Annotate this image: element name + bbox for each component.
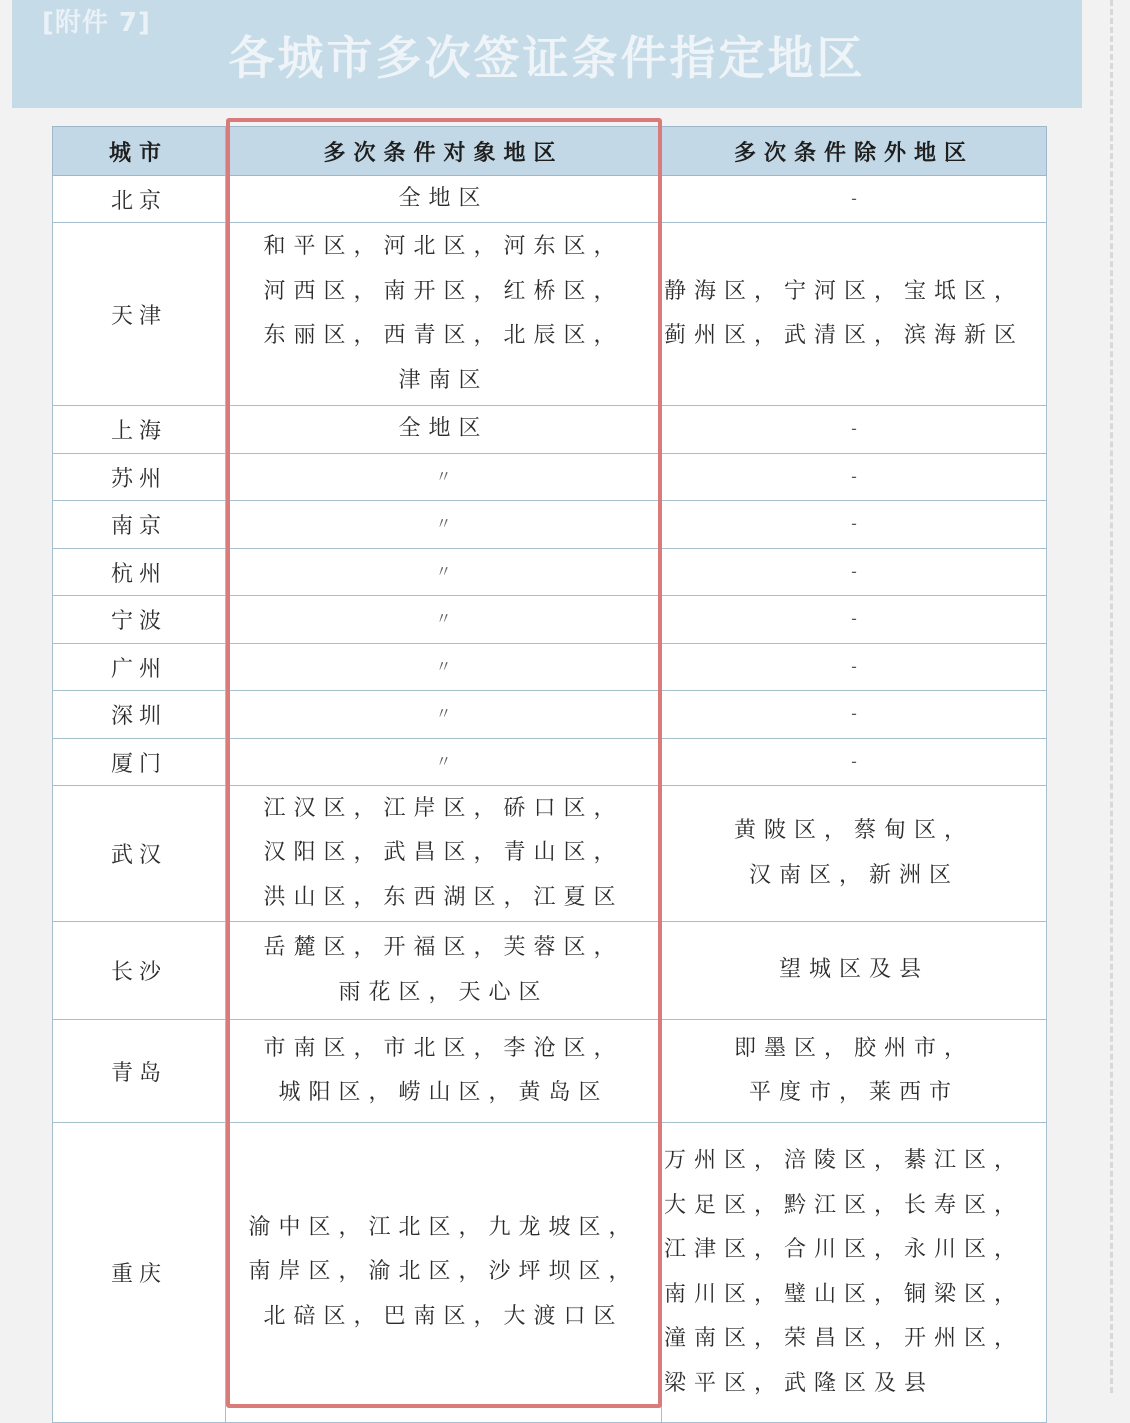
eligible-area-line: 〃 xyxy=(435,704,452,724)
excluded-area-line: - xyxy=(851,704,857,724)
eligible-area-line: 〃 xyxy=(435,656,452,676)
document-title: 各城市多次签证条件指定地区 xyxy=(228,31,866,85)
eligible-area-line: 雨花区，天心区 xyxy=(338,979,549,1005)
eligible-areas-cell xyxy=(226,739,662,786)
excluded-area-line: - xyxy=(851,419,857,439)
city-cell: 杭州 xyxy=(53,549,226,596)
eligible-area-line: 津南区 xyxy=(398,367,489,393)
table-row xyxy=(53,223,1047,406)
excluded-area-line: 南川区，璧山区，铜梁区， xyxy=(664,1281,1025,1307)
table-row xyxy=(53,549,1047,596)
excluded-area-line: 即墨区，胶州市， xyxy=(733,1035,974,1061)
excluded-area-line: 大足区，黔江区，长寿区， xyxy=(664,1192,1025,1218)
table-row xyxy=(53,1020,1047,1123)
excluded-area-line: - xyxy=(851,561,857,581)
eligible-areas-cell xyxy=(226,1020,662,1123)
eligible-areas-cell xyxy=(226,1123,662,1423)
table-body xyxy=(53,176,1047,1423)
eligible-area-line: 〃 xyxy=(435,751,452,771)
table-row xyxy=(53,501,1047,549)
table-row xyxy=(53,596,1047,644)
city-cell: 深圳 xyxy=(53,691,226,739)
excluded-area-line: 梁平区，武隆区及县 xyxy=(664,1370,935,1396)
city-cell: 青岛 xyxy=(53,1020,226,1123)
eligible-area-line: 〃 xyxy=(435,561,452,581)
eligible-area-line: 江汉区，江岸区，硚口区， xyxy=(263,795,624,821)
eligible-area-line: 全地区 xyxy=(398,185,489,211)
eligible-area-line: 〃 xyxy=(435,466,452,486)
excluded-area-line: 江津区，合川区，永川区， xyxy=(664,1237,1025,1262)
eligible-areas-cell xyxy=(226,644,662,691)
eligible-area-line: 岳麓区，开福区，芙蓉区， xyxy=(263,935,624,960)
excluded-area-line: - xyxy=(851,188,857,208)
eligible-area-line: 市南区，市北区，李沧区， xyxy=(263,1035,624,1061)
excluded-area-line: 平度市，莱西市 xyxy=(748,1080,959,1105)
excluded-area-line: 黄陂区，蔡甸区， xyxy=(733,818,974,843)
eligible-areas-cell xyxy=(226,501,662,549)
eligible-area-line: 汉阳区，武昌区，青山区， xyxy=(263,840,624,866)
city-cell: 重庆 xyxy=(53,1123,226,1423)
excluded-areas-cell xyxy=(662,454,1047,501)
column-header-eligible-areas: 多次条件对象地区 xyxy=(226,127,662,176)
excluded-area-line: - xyxy=(851,656,857,676)
column-header-city: 城市 xyxy=(53,127,226,176)
table-row xyxy=(53,454,1047,501)
annex-label: [附件 7] xyxy=(42,8,151,38)
city-cell: 宁波 xyxy=(53,596,226,644)
city-cell: 厦门 xyxy=(53,739,226,786)
table-row xyxy=(53,644,1047,691)
excluded-area-line: - xyxy=(851,466,857,486)
excluded-area-line: 万州区，涪陵区，綦江区， xyxy=(664,1148,1025,1173)
excluded-areas-cell xyxy=(662,644,1047,691)
eligible-areas-cell xyxy=(226,596,662,644)
city-cell: 上海 xyxy=(53,406,226,454)
eligible-area-line: 城阳区，崂山区，黄岛区 xyxy=(278,1080,609,1105)
excluded-areas-cell xyxy=(662,596,1047,644)
eligible-area-line: 北碚区，巴南区，大渡口区 xyxy=(263,1303,624,1329)
city-cell: 广州 xyxy=(53,644,226,691)
city-cell: 北京 xyxy=(53,176,226,223)
city-cell: 武汉 xyxy=(53,786,226,922)
column-header-excluded-areas: 多次条件除外地区 xyxy=(662,127,1047,176)
excluded-areas-cell xyxy=(662,501,1047,549)
eligible-areas-cell xyxy=(226,454,662,501)
table-header-row xyxy=(53,127,1047,176)
eligible-area-line: 南岸区，渝北区，沙坪坝区， xyxy=(248,1259,639,1285)
excluded-area-line: - xyxy=(851,609,857,629)
eligible-areas-cell xyxy=(226,786,662,922)
table-row xyxy=(53,786,1047,922)
excluded-areas-cell xyxy=(662,922,1047,1020)
excluded-areas-cell xyxy=(662,176,1047,223)
excluded-areas-cell xyxy=(662,786,1047,922)
excluded-areas-cell xyxy=(662,549,1047,596)
visa-region-table-wrapper xyxy=(52,126,1046,1423)
table-row xyxy=(53,406,1047,454)
eligible-areas-cell xyxy=(226,549,662,596)
eligible-areas-cell xyxy=(226,922,662,1020)
excluded-areas-cell xyxy=(662,406,1047,454)
eligible-areas-cell xyxy=(226,223,662,406)
excluded-area-line: 潼南区，荣昌区，开州区， xyxy=(664,1326,1025,1351)
eligible-area-line: 全地区 xyxy=(398,416,489,442)
eligible-area-line: 渝中区，江北区，九龙坡区， xyxy=(248,1214,639,1240)
table-row xyxy=(53,176,1047,223)
table-row xyxy=(53,1123,1047,1423)
city-cell: 苏州 xyxy=(53,454,226,501)
eligible-areas-cell xyxy=(226,691,662,739)
eligible-areas-cell xyxy=(226,406,662,454)
city-cell: 天津 xyxy=(53,223,226,406)
excluded-areas-cell xyxy=(662,691,1047,739)
eligible-area-line: 河西区，南开区，红桥区， xyxy=(263,278,624,304)
excluded-areas-cell xyxy=(662,1020,1047,1123)
excluded-area-line: - xyxy=(851,751,857,771)
visa-region-table xyxy=(52,126,1047,1423)
eligible-areas-cell xyxy=(226,176,662,223)
excluded-area-line: 望城区及县 xyxy=(778,957,929,983)
page-edge-divider xyxy=(1110,0,1113,1393)
eligible-area-line: 〃 xyxy=(435,609,452,629)
eligible-area-line: 和平区，河北区，河东区， xyxy=(263,234,624,259)
city-cell: 南京 xyxy=(53,501,226,549)
excluded-areas-cell xyxy=(662,739,1047,786)
table-row xyxy=(53,691,1047,739)
city-cell: 长沙 xyxy=(53,922,226,1020)
excluded-area-line: 汉南区，新洲区 xyxy=(748,862,959,888)
excluded-area-line: - xyxy=(851,514,857,534)
excluded-areas-cell xyxy=(662,1123,1047,1423)
excluded-areas-cell xyxy=(662,223,1047,406)
title-banner xyxy=(12,0,1082,108)
excluded-area-line: 蓟州区，武清区，滨海新区 xyxy=(664,323,1025,348)
excluded-area-line: 静海区，宁河区，宝坻区， xyxy=(664,278,1025,304)
table-row xyxy=(53,739,1047,786)
eligible-area-line: 东丽区，西青区，北辰区， xyxy=(263,323,624,348)
eligible-area-line: 洪山区，东西湖区，江夏区 xyxy=(263,884,624,910)
table-row xyxy=(53,922,1047,1020)
eligible-area-line: 〃 xyxy=(435,514,452,534)
